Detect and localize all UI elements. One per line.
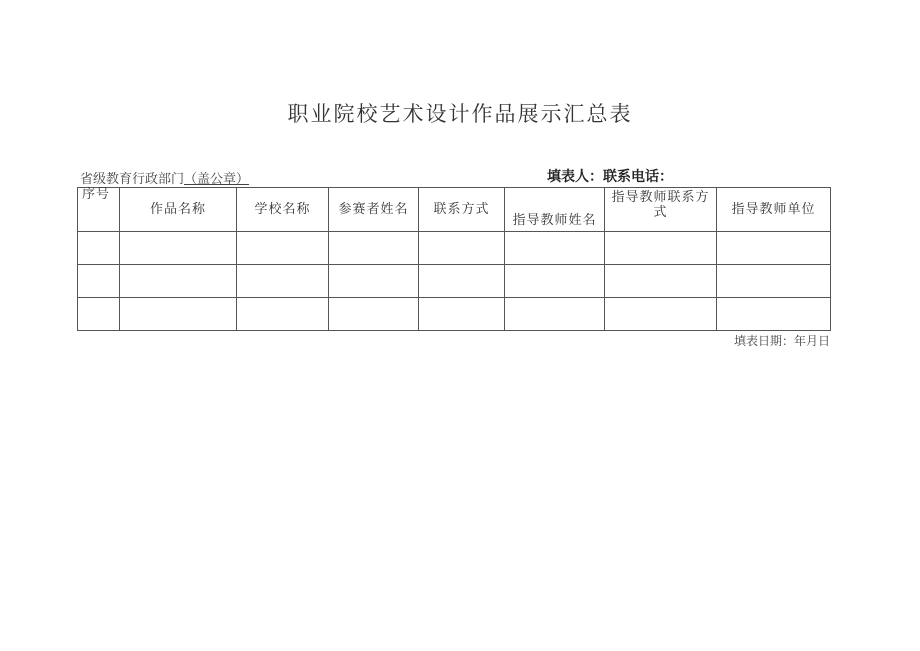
table-cell[interactable] xyxy=(419,232,505,265)
dept-seal: （盖公章） xyxy=(184,172,250,187)
table-cell[interactable] xyxy=(717,298,831,331)
dept-line xyxy=(80,168,249,187)
header-teacher-unit: 指导教师单位 xyxy=(717,188,831,232)
page-title: 职业院校艺术设计作品展示汇总表 xyxy=(287,102,633,126)
table-cell[interactable] xyxy=(329,265,419,298)
table-cell[interactable] xyxy=(419,298,505,331)
table-cell[interactable] xyxy=(120,265,237,298)
table-cell[interactable] xyxy=(505,265,605,298)
table-cell[interactable] xyxy=(717,265,831,298)
header-teacher-name: 指导教师姓名 xyxy=(505,188,605,232)
header-participant-name: 参赛者姓名 xyxy=(329,188,419,232)
header-contact: 联系方式 xyxy=(419,188,505,232)
fill-date: 填表日期：年月日 xyxy=(733,334,830,348)
table-header-row xyxy=(78,188,831,232)
summary-table xyxy=(77,187,831,331)
header-school-name: 学校名称 xyxy=(237,188,329,232)
table-row xyxy=(78,265,831,298)
header-work-name: 作品名称 xyxy=(120,188,237,232)
table-cell[interactable] xyxy=(237,232,329,265)
table-cell[interactable] xyxy=(605,232,717,265)
table-cell[interactable] xyxy=(237,265,329,298)
table-cell[interactable] xyxy=(717,232,831,265)
table-cell[interactable] xyxy=(78,232,120,265)
table-cell[interactable] xyxy=(605,298,717,331)
table-cell[interactable] xyxy=(78,265,120,298)
table-row xyxy=(78,298,831,331)
filler-line: 填表人：联系电话： xyxy=(547,169,673,185)
table-cell[interactable] xyxy=(605,265,717,298)
table-cell[interactable] xyxy=(419,265,505,298)
header-seq: 序号 xyxy=(78,188,120,232)
dept-label: 省级教育行政部门 xyxy=(80,172,185,187)
table-cell[interactable] xyxy=(237,298,329,331)
table-cell[interactable] xyxy=(120,298,237,331)
table-cell[interactable] xyxy=(505,232,605,265)
table-cell[interactable] xyxy=(329,298,419,331)
table-cell[interactable] xyxy=(505,298,605,331)
header-teacher-contact: 指导教师联系方式 xyxy=(605,188,717,232)
table-cell[interactable] xyxy=(329,232,419,265)
table-cell[interactable] xyxy=(78,298,120,331)
table-cell[interactable] xyxy=(120,232,237,265)
table-row xyxy=(78,232,831,265)
